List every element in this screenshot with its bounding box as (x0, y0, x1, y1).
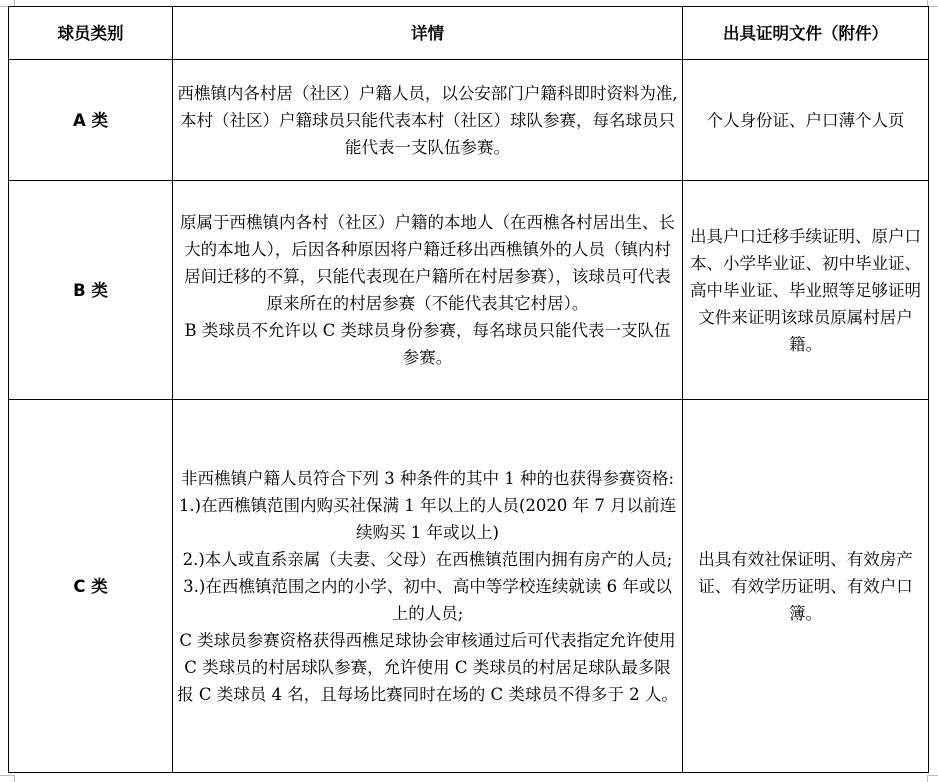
page-corner-mark (927, 775, 938, 782)
documents-cell: 个人身份证、户口薄个人页 (683, 60, 929, 181)
detail-paragraph: 2.)本人或直系亲属（夫妻、父母）在西樵镇范围内拥有房产的人员; (182, 549, 673, 569)
table-header-row (9, 7, 929, 60)
detail-paragraph: 非西樵镇户籍人员符合下列 3 种条件的其中 1 种的也获得参赛资格: (180, 468, 675, 488)
player-category-table (8, 6, 929, 773)
category-cell: A 类 (9, 60, 173, 181)
detail-paragraph: C 类球员参赛资格获得西樵足球协会审核通过后可代表指定允许使用 C 类球员的村居球队参赛，允许使用 C 类球员的村居足球队最多限报 C 类球员 4 名，且每场比赛同时在场的 C 类球员不得多于 2 人。 (177, 630, 678, 704)
header-detail: 详情 (173, 7, 683, 60)
detail-paragraph: 3.)在西樵镇范围之内的小学、初中、高中等学校连续就读 6 年或以上的人员; (183, 576, 672, 623)
detail-cell (173, 181, 683, 400)
detail-cell (173, 60, 683, 181)
table-row-c (9, 400, 929, 773)
detail-paragraph: 西樵镇内各村居（社区）户籍人员，以公安部门户籍科即时资料为准, 本村（社区）户籍球员只能代表本村（社区）球队参赛，每名球员只能代表一支队伍参赛。 (177, 83, 678, 157)
category-cell: B 类 (9, 181, 173, 400)
detail-paragraph: 1.)在西樵镇范围内购买社保满 1 年以上的人员(2020 年 7 月以前连续购买 1 年或以上) (178, 495, 677, 542)
table-row-a (9, 60, 929, 181)
header-documents: 出具证明文件（附件） (683, 7, 929, 60)
table-row-b (9, 181, 929, 400)
detail-paragraph: 原属于西樵镇内各村（社区）户籍的本地人（在西樵各村居出生、长大的本地人），后因各种原因将户籍迁移出西樵镇外的人员（镇内村居间迁移的不算，只能代表现在户籍所在村居参赛），该球员可代表原来所在的村居参赛（不能代表其它村居）。 (180, 213, 675, 313)
detail-paragraph: B 类球员不允许以 C 类球员身份参赛，每名球员只能代表一支队伍参赛。 (184, 321, 671, 367)
detail-cell (173, 400, 683, 773)
documents-cell: 出具户口迁移手续证明、原户口本、小学毕业证、初中毕业证、高中毕业证、毕业照等足够证明文件来证明该球员原属村居户籍。 (683, 181, 929, 400)
documents-cell: 出具有效社保证明、有效房产证、有效学历证明、有效户口簿。 (683, 400, 929, 773)
header-category: 球员类别 (9, 7, 173, 60)
category-cell: C 类 (9, 400, 173, 773)
page-corner-mark (0, 775, 15, 782)
